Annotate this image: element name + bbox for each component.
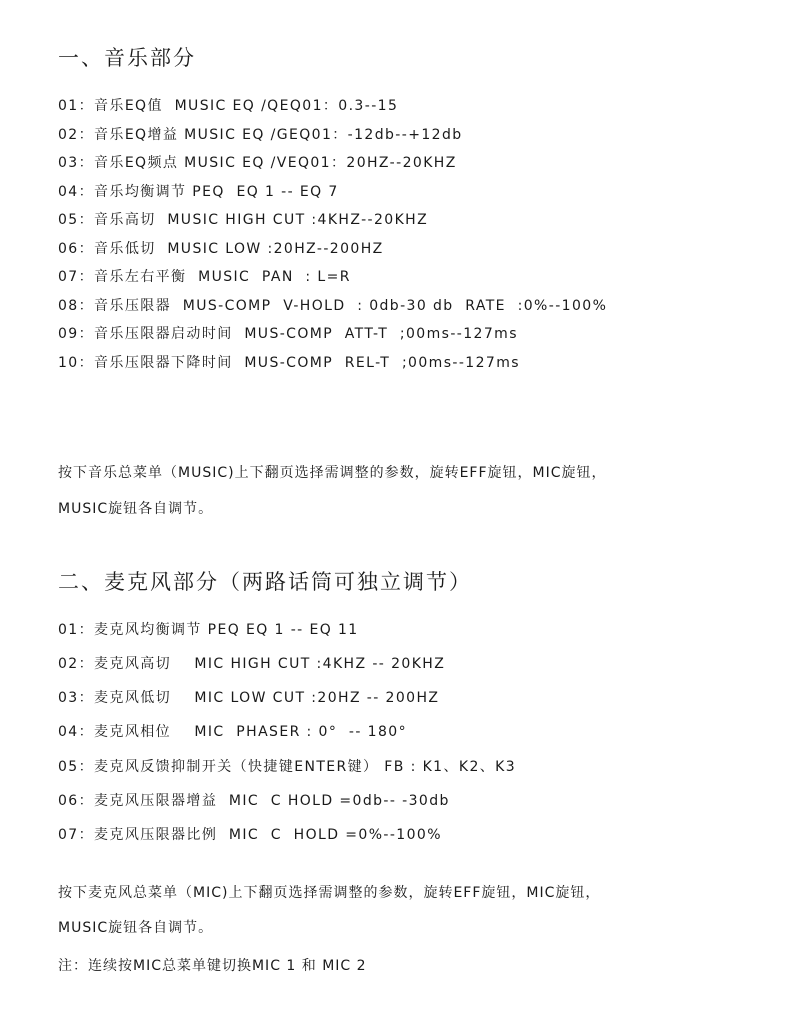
mic-param-06: 06：麦克风压限器增益 MIC C HOLD =0db-- -30db	[58, 793, 450, 809]
music-param-08: 08：音乐压限器 MUS-COMP V-HOLD : 0db-30 db RATE :0%--100%	[58, 298, 608, 314]
music-param-06: 06：音乐低切 MUSIC LOW :20HZ--200HZ	[58, 241, 384, 257]
music-param-10: 10：音乐压限器下降时间 MUS-COMP REL-T ;00ms--127ms	[58, 355, 520, 371]
mic-param-05: 05：麦克风反馈抑制开关（快捷键ENTER键） FB : K1、K2、K3	[58, 759, 517, 775]
mic-instruction-line1: 按下麦克风总菜单（MIC)上下翻页选择需调整的参数，旋转EFF旋钮，MIC旋钮，	[58, 885, 601, 901]
music-param-05: 05：音乐高切 MUSIC HIGH CUT :4KHZ--20KHZ	[58, 212, 429, 228]
music-param-04: 04：音乐均衡调节 PEQ EQ 1 -- EQ 7	[58, 184, 339, 200]
music-instruction-line2: MUSIC旋钮各自调节。	[58, 501, 214, 517]
music-param-07: 07：音乐左右平衡 MUSIC PAN : L=R	[58, 269, 351, 285]
mic-switch-note: 注：连续按MIC总菜单键切换MIC 1 和 MIC 2	[58, 958, 367, 974]
section-microphone-title: 二、麦克风部分（两路话筒可独立调节）	[58, 570, 472, 594]
section-music-title: 一、音乐部分	[58, 46, 196, 70]
music-param-03: 03：音乐EQ频点 MUSIC EQ /VEQ01：20HZ--20KHZ	[58, 155, 457, 171]
mic-param-07: 07：麦克风压限器比例 MIC C HOLD =0%--100%	[58, 827, 442, 843]
music-param-09: 09：音乐压限器启动时间 MUS-COMP ATT-T ;00ms--127ms	[58, 326, 518, 342]
mic-param-02: 02：麦克风高切 MIC HIGH CUT :4KHZ -- 20KHZ	[58, 656, 446, 672]
mic-param-04: 04：麦克风相位 MIC PHASER : 0° -- 180°	[58, 724, 408, 740]
music-instruction-line1: 按下音乐总菜单（MUSIC)上下翻页选择需调整的参数，旋转EFF旋钮，MIC旋钮，	[58, 465, 607, 481]
mic-instruction-line2: MUSIC旋钮各自调节。	[58, 920, 214, 936]
music-param-01: 01：音乐EQ值 MUSIC EQ /QEQ01：0.3--15	[58, 98, 399, 114]
mic-param-01: 01：麦克风均衡调节 PEQ EQ 1 -- EQ 11	[58, 622, 359, 638]
music-param-02: 02：音乐EQ增益 MUSIC EQ /GEQ01：-12db--+12db	[58, 127, 463, 143]
mic-param-03: 03：麦克风低切 MIC LOW CUT :20HZ -- 200HZ	[58, 690, 440, 706]
